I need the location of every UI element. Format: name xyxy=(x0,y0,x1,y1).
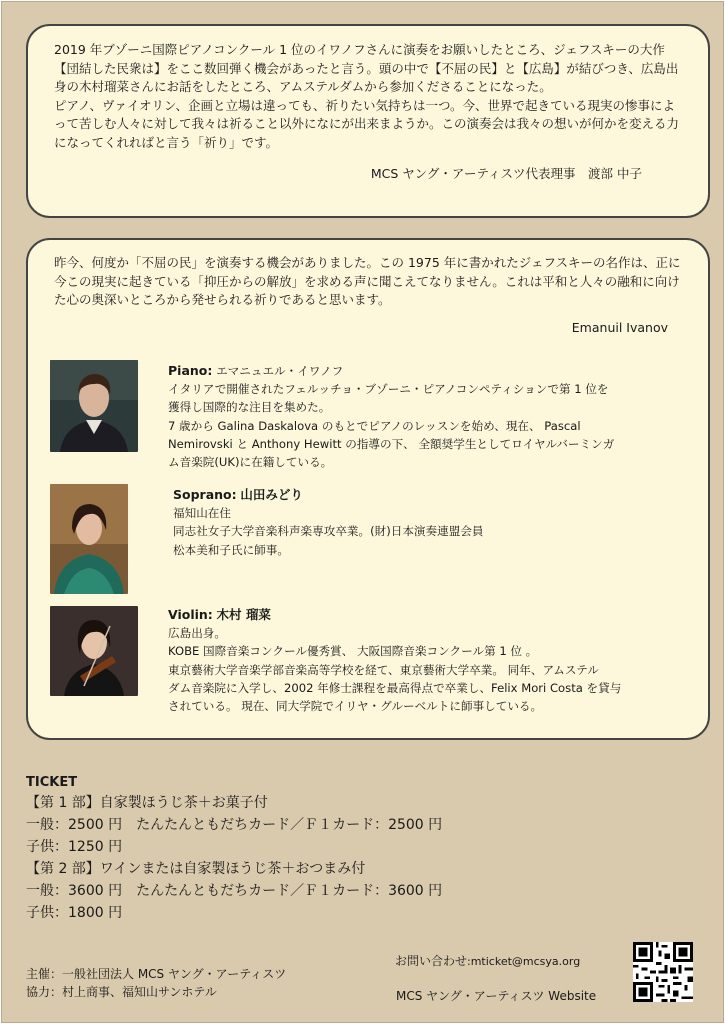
contact-email[interactable]: :mticket@mcsya.org xyxy=(467,955,581,968)
ticket-line: 一般：2500 円 たんたんともだちカード／Ｆ１カード：2500 円 xyxy=(26,817,443,833)
soprano-bio xyxy=(173,486,673,559)
pianist-bio-line: イタリアで開催されたフェルッチョ・ブゾーニ・ピアノコンペティションで第 1 位を xyxy=(168,382,609,397)
message-text: 昨今、何度か「不屈の民」を演奏する機会がありました。この 1975 年に書かれたジェフスキーの名作は、正に今この現実に起きている「抑圧からの解放」を求める声に聞こえてなりません。これは平和と人々の融和に向けた心の奥深いところから発せられる祈りであると思います。 xyxy=(54,255,681,308)
violinist-bio-line: ダム音楽院に入学し、2002 年修士課程を最高得点で卒業し、Felix Mori Costa を貸与 xyxy=(168,680,622,695)
ticket-section xyxy=(26,774,442,924)
soprano-bio-line: 松本美和子氏に師事。 xyxy=(173,542,289,557)
violinist-bio xyxy=(168,606,678,715)
website-label[interactable]: MCS ヤング・アーティスツ Website xyxy=(396,989,597,1003)
message-signature: Emanuil Ivanov xyxy=(571,319,668,335)
organizer-text: 主催：一般社団法人 MCS ヤング・アーティスツ xyxy=(26,967,287,981)
pianist-bio-line: Nemirovski と Anthony Hewitt の指導の下、 全額奨学生としてロイヤルバーミンガ xyxy=(168,436,615,451)
pianist-bio-line: 7 歳から Galina Daskalova のもとでピアノのレッスンを始め、現在、 Pascal xyxy=(168,418,581,433)
soprano-photo xyxy=(50,484,128,594)
violinist-name: 木村 瑠菜 xyxy=(216,607,271,622)
ticket-line: 【第 1 部】自家製ほうじ茶＋お菓子付 xyxy=(26,795,268,811)
contact-label: お問い合わせ xyxy=(395,954,468,968)
violinist-bio-line: 東京藝術大学音楽学部音楽高等学校を経て、東京藝術大学卒業。 同年、アムステル xyxy=(168,662,599,677)
qr-code-icon[interactable] xyxy=(633,942,693,1002)
ticket-line: 一般：3600 円 たんたんともだちカード／Ｆ１カード：3600 円 xyxy=(26,883,443,899)
violinist-photo xyxy=(50,606,138,696)
pianist-role: Piano: xyxy=(168,363,213,378)
pianist-photo xyxy=(50,360,138,452)
message-box xyxy=(26,238,710,740)
ticket-line: 子供：1800 円 xyxy=(26,905,123,921)
ticket-line: 子供：1250 円 xyxy=(26,839,123,855)
violinist-bio-line: KOBE 国際音楽コンクール優秀賞、 大阪国際音楽コンクール第 1 位 。 xyxy=(168,644,538,659)
violinist-bio-line: 広島出身。 xyxy=(168,626,226,641)
pianist-name: エマニュエル・イワノフ xyxy=(216,364,344,378)
intro-paragraph-1: 2019 年ブゾーニ国際ピアノコンクール 1 位のイワノフさんに演奏をお願いしたところ、ジェフスキーの大作【団結した民衆は】をここ数回弾く機会があったと言う。頭の中で【不屈の民】と【広島】が結びつき、広島出身の木村瑠菜さんにお話をしたところ、アムステルダムから参加くださることになった。 xyxy=(54,42,679,95)
intro-box xyxy=(26,24,710,218)
violinist-bio-line: されている。 現在、同大学院でイリヤ・グルーベルトに師事している。 xyxy=(168,699,543,714)
pianist-bio xyxy=(168,362,668,471)
footer-credits xyxy=(26,965,286,1001)
intro-signature: MCS ヤング・アーティスツ代表理事 渡部 中子 xyxy=(370,165,642,181)
soprano-role: Soprano: xyxy=(173,487,237,502)
flyer-page xyxy=(1,1,724,1023)
ticket-heading: TICKET xyxy=(26,775,78,790)
contact-info xyxy=(395,952,580,969)
cooperation-text: 協力：村上商事、福知山サンホテル xyxy=(26,985,217,999)
ticket-line: 【第 2 部】ワインまたは自家製ほうじ茶＋おつまみ付 xyxy=(26,861,366,877)
intro-paragraph-2: ピアノ、ヴァイオリン、企画と立場は違っても、祈りたい気持ちは一つ。今、世界で起きている現実の惨事によって苦しむ人々に対して我々は祈ること以外になにが出来まようか。この演奏会は我々の想いが何かを変える力になってくれればと言う「祈り」です。 xyxy=(54,97,680,150)
soprano-bio-line: 同志社女子大学音楽科声楽専攻卒業。(財)日本演奏連盟会員 xyxy=(173,524,484,539)
soprano-name: 山田みどり xyxy=(240,487,303,502)
pianist-bio-line: ム音楽院(UK)に在籍している。 xyxy=(168,455,333,470)
soprano-bio-line: 福知山在住 xyxy=(173,506,231,521)
pianist-bio-line: 獲得し国際的な注目を集めた。 xyxy=(168,400,331,415)
violinist-role: Violin: xyxy=(168,607,213,622)
